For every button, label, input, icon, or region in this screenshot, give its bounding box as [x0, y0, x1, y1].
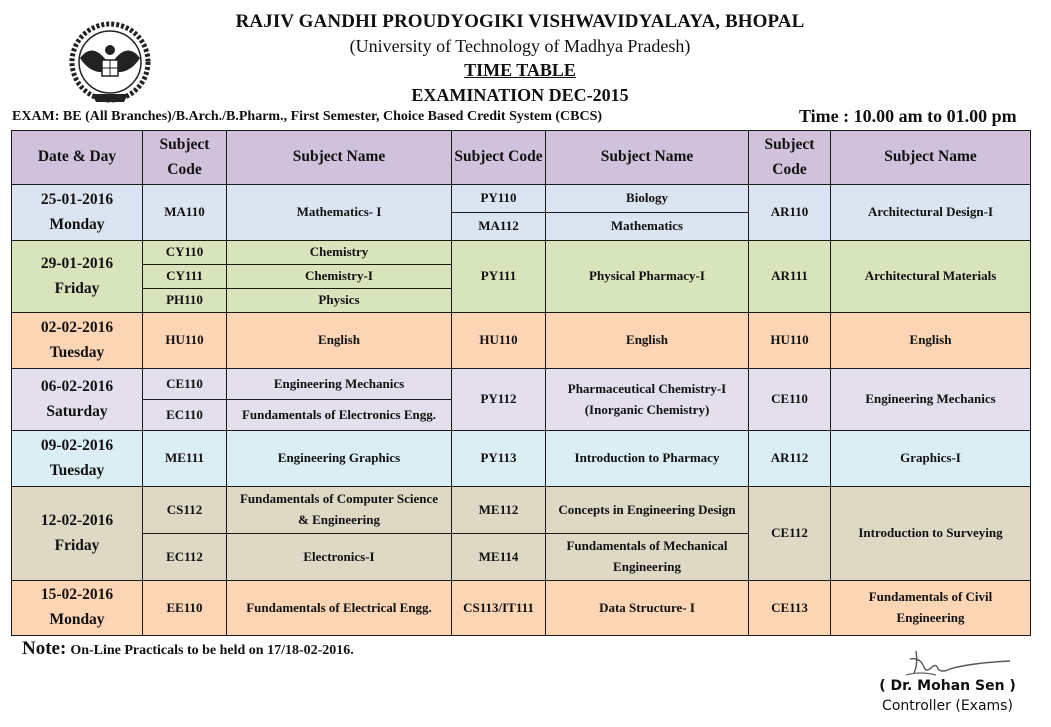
- subject-code: PY112: [452, 369, 546, 431]
- subject-name: Fundamentals of Electronics Engg.: [227, 400, 452, 431]
- subject-name-line1: Pharmaceutical Chemistry-I: [567, 380, 727, 396]
- subject-name: Mathematics: [546, 213, 749, 241]
- subject-code: CE110: [749, 369, 831, 431]
- exam-date: 29-01-2016: [40, 254, 114, 272]
- header-date-day: Date & Day: [12, 131, 143, 185]
- subject-name: English: [227, 313, 452, 369]
- exam-date: 02-02-2016: [40, 318, 114, 336]
- table-row: [12, 241, 1031, 265]
- subject-code: EC112: [143, 534, 227, 581]
- subject-name: Biology: [546, 185, 749, 213]
- subject-code: EC110: [143, 400, 227, 431]
- subject-code: CE113: [749, 581, 831, 636]
- exam-day: Monday: [49, 215, 105, 233]
- subject-name-line1: Fundamentals of Computer Science: [239, 491, 438, 507]
- subject-code: CE112: [749, 487, 831, 581]
- signatory-role: Controller (Exams): [882, 698, 1013, 714]
- subject-code: ME111: [143, 431, 227, 487]
- subject-code: PY110: [452, 185, 546, 213]
- subject-name: Engineering Graphics: [227, 431, 452, 487]
- subject-name: Physics: [227, 289, 452, 313]
- subject-name: Introduction to Pharmacy: [546, 431, 749, 487]
- exam-day: Tuesday: [49, 343, 105, 361]
- subject-code: HU110: [143, 313, 227, 369]
- header-subject-name: Subject Name: [831, 131, 1031, 185]
- date-cell: [12, 313, 143, 369]
- table-row: [12, 487, 1031, 534]
- header-subject-code: Subject Code: [749, 131, 831, 185]
- date-cell: [12, 431, 143, 487]
- signatory-name: ( Dr. Mohan Sen ): [879, 678, 1016, 694]
- subject-name: English: [831, 313, 1031, 369]
- table-row: [12, 313, 1031, 369]
- date-cell: [12, 241, 143, 313]
- exam-day: Tuesday: [49, 461, 105, 479]
- subject-name-line2: (Inorganic Chemistry): [584, 401, 710, 417]
- subject-code: PY113: [452, 431, 546, 487]
- subject-name: Data Structure- I: [546, 581, 749, 636]
- footer-note: [22, 638, 354, 660]
- subject-code: ME112: [452, 487, 546, 534]
- subject-code: CY110: [143, 241, 227, 265]
- header-subject-name: Subject Name: [227, 131, 452, 185]
- subject-code: CS113/IT111: [452, 581, 546, 636]
- signature-icon: [880, 645, 1016, 681]
- subject-name: Graphics-I: [831, 431, 1031, 487]
- subject-name-line2: Engineering: [896, 610, 965, 625]
- subject-name-line2: & Engineering: [298, 512, 380, 527]
- subject-name: English: [546, 313, 749, 369]
- subject-code: CY111: [143, 265, 227, 289]
- subject-name: Electronics-I: [227, 534, 452, 581]
- university-subtitle: (University of Technology of Madhya Pradesh): [349, 36, 691, 56]
- exam-date: 25-01-2016: [40, 190, 114, 208]
- subject-code: AR110: [749, 185, 831, 241]
- table-row: [12, 431, 1031, 487]
- subject-name: Engineering Mechanics: [227, 369, 452, 400]
- note-label: Note:: [22, 638, 67, 659]
- subject-name: Fundamentals of Electrical Engg.: [227, 581, 452, 636]
- exam-day: Friday: [54, 536, 100, 554]
- subject-name: Architectural Materials: [831, 241, 1031, 313]
- subject-name: [546, 369, 749, 431]
- subject-code: CS112: [143, 487, 227, 534]
- subject-name: Mathematics- I: [227, 185, 452, 241]
- date-cell: [12, 581, 143, 636]
- subject-code: MA112: [452, 213, 546, 241]
- subject-name-line1: Fundamentals of Civil: [868, 589, 993, 605]
- note-text: On-Line Practicals to be held on 17/18-02-2016.: [70, 643, 354, 658]
- subject-name-line1: Fundamentals of Mechanical: [566, 538, 728, 554]
- exam-day: Saturday: [46, 402, 108, 420]
- subject-name: Chemistry: [227, 241, 452, 265]
- exam-day: Monday: [49, 611, 105, 628]
- subject-code: AR112: [749, 431, 831, 487]
- subject-name: [831, 581, 1031, 636]
- subject-name: Introduction to Surveying: [831, 487, 1031, 581]
- header-subject-code: Subject Code: [143, 131, 227, 185]
- subject-name: [227, 487, 452, 534]
- date-cell: [12, 185, 143, 241]
- header-row: [12, 131, 1031, 185]
- subject-name: Concepts in Engineering Design: [546, 487, 749, 534]
- examination-title: EXAMINATION DEC-2015: [411, 85, 629, 105]
- subject-code: HU110: [452, 313, 546, 369]
- subject-name: Chemistry-I: [227, 265, 452, 289]
- subject-code: MA110: [143, 185, 227, 241]
- document-title: TIME TABLE: [464, 60, 576, 80]
- subject-code: ME114: [452, 534, 546, 581]
- table-row: [12, 369, 1031, 400]
- table-row: [12, 581, 1031, 636]
- exam-date: 15-02-2016: [40, 586, 114, 604]
- exam-date: 12-02-2016: [40, 511, 114, 529]
- exam-time: Time : 10.00 am to 01.00 pm: [799, 106, 1017, 126]
- subject-name: Architectural Design-I: [831, 185, 1031, 241]
- subject-code: PY111: [452, 241, 546, 313]
- exam-day: Friday: [54, 279, 100, 297]
- university-name: RAJIV GANDHI PROUDYOGIKI VISHWAVIDYALAYA, BHOPAL: [235, 11, 805, 32]
- exam-date: 09-02-2016: [40, 436, 114, 454]
- exam-date: 06-02-2016: [40, 377, 114, 395]
- timetable: [11, 130, 1031, 636]
- subject-code: PH110: [143, 289, 227, 313]
- header-subject-name: Subject Name: [546, 131, 749, 185]
- subject-code: AR111: [749, 241, 831, 313]
- exam-description: EXAM: BE (All Branches)/B.Arch./B.Pharm., First Semester, Choice Based Credit System (CBCS): [12, 109, 603, 124]
- subject-name: Physical Pharmacy-I: [546, 241, 749, 313]
- date-cell: [12, 369, 143, 431]
- subject-name: [546, 534, 749, 581]
- subject-code: EE110: [143, 581, 227, 636]
- header-subject-code: Subject Code: [452, 131, 546, 185]
- subject-name-line2: Engineering: [613, 559, 681, 574]
- subject-code: HU110: [749, 313, 831, 369]
- table-row: [12, 185, 1031, 213]
- subject-code: CE110: [143, 369, 227, 400]
- subject-name: Engineering Mechanics: [831, 369, 1031, 431]
- date-cell: [12, 487, 143, 581]
